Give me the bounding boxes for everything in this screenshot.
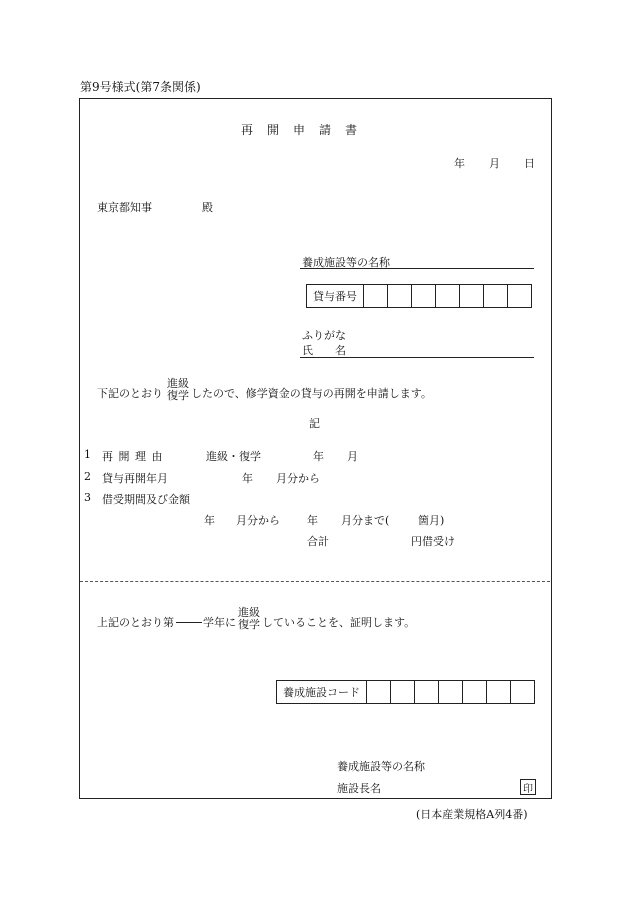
request-options — [167, 378, 189, 402]
facility-code-cell[interactable] — [487, 681, 511, 703]
certify-prefix: 上記のとおり第 — [97, 616, 174, 629]
facility-code-cell[interactable] — [415, 681, 439, 703]
period-until: 月分まで( — [341, 514, 390, 527]
loan-number-cell[interactable] — [364, 285, 388, 307]
certify-option-advance: 進級 — [238, 606, 260, 619]
form-number: 第9号様式(第7条関係) — [80, 80, 201, 94]
certify-options — [238, 607, 260, 631]
footer-standard: (日本産業規格A列4番) — [416, 808, 528, 821]
grade-blank[interactable] — [176, 612, 202, 626]
item-3-label: 借受期間及び金額 — [102, 493, 190, 506]
honorific: 殿 — [202, 201, 213, 214]
date-month: 月 — [489, 157, 500, 170]
loan-number-cell[interactable] — [508, 285, 531, 307]
period-year-2: 年 — [307, 514, 318, 527]
loan-number-field[interactable] — [306, 284, 532, 308]
loan-number-cell[interactable] — [436, 285, 460, 307]
date-year: 年 — [454, 157, 465, 170]
loan-number-cell[interactable] — [484, 285, 508, 307]
item-1-num: 1 — [84, 448, 91, 461]
item-1-label: 再 開 理 由 — [102, 450, 164, 463]
period-yen: 円借受け — [411, 535, 455, 548]
request-option-return: 復学 — [167, 389, 189, 402]
item-1-value: 進級・復学 — [206, 450, 261, 463]
item-2-year: 年 — [242, 472, 253, 485]
item-1-year: 年 — [313, 450, 324, 463]
certify-grade: 学年に — [203, 616, 236, 629]
item-1-month: 月 — [347, 450, 358, 463]
item-2-num: 2 — [84, 470, 91, 483]
loan-number-cell[interactable] — [412, 285, 436, 307]
furigana-label: ふりがな — [302, 329, 346, 342]
request-option-advance: 進級 — [167, 377, 189, 390]
section-divider — [80, 581, 550, 582]
facility-code-cell[interactable] — [391, 681, 415, 703]
certify-option-return: 復学 — [238, 618, 260, 631]
certify-suffix: していることを、証明します。 — [262, 616, 416, 629]
date-day: 日 — [524, 157, 535, 170]
name-line — [300, 357, 534, 358]
page-title: 再 開 申 請 書 — [241, 123, 359, 137]
item-3-num: 3 — [84, 491, 91, 504]
item-2-label: 貸与再開年月 — [102, 472, 168, 485]
period-year-1: 年 — [204, 514, 215, 527]
addressee: 東京都知事 — [97, 201, 152, 214]
name-label: 氏 名 — [302, 344, 346, 357]
item-2-month-from: 月分から — [276, 472, 320, 485]
ki-label: 記 — [309, 417, 320, 430]
facility-code-cell[interactable] — [511, 681, 534, 703]
period-months: 箇月) — [418, 514, 445, 527]
director-name-label: 施設長名 — [337, 782, 381, 795]
facility-name-line — [300, 268, 534, 269]
facility-code-cell[interactable] — [463, 681, 487, 703]
request-suffix: したので、修学資金の貸与の再開を申請します。 — [191, 387, 432, 400]
loan-number-label: 貸与番号 — [307, 285, 364, 307]
facility-code-cell[interactable] — [367, 681, 391, 703]
period-from: 月分から — [236, 514, 280, 527]
loan-number-cell[interactable] — [460, 285, 484, 307]
facility-code-label: 養成施設コード — [277, 681, 367, 703]
seal-stamp: 印 — [520, 779, 536, 795]
bottom-facility-name-label: 養成施設等の名称 — [337, 760, 425, 773]
loan-number-cell[interactable] — [388, 285, 412, 307]
facility-name-label: 養成施設等の名称 — [302, 256, 390, 269]
period-total: 合計 — [307, 535, 329, 548]
request-prefix: 下記のとおり — [97, 387, 163, 400]
facility-code-cell[interactable] — [439, 681, 463, 703]
facility-code-field[interactable] — [276, 680, 535, 704]
